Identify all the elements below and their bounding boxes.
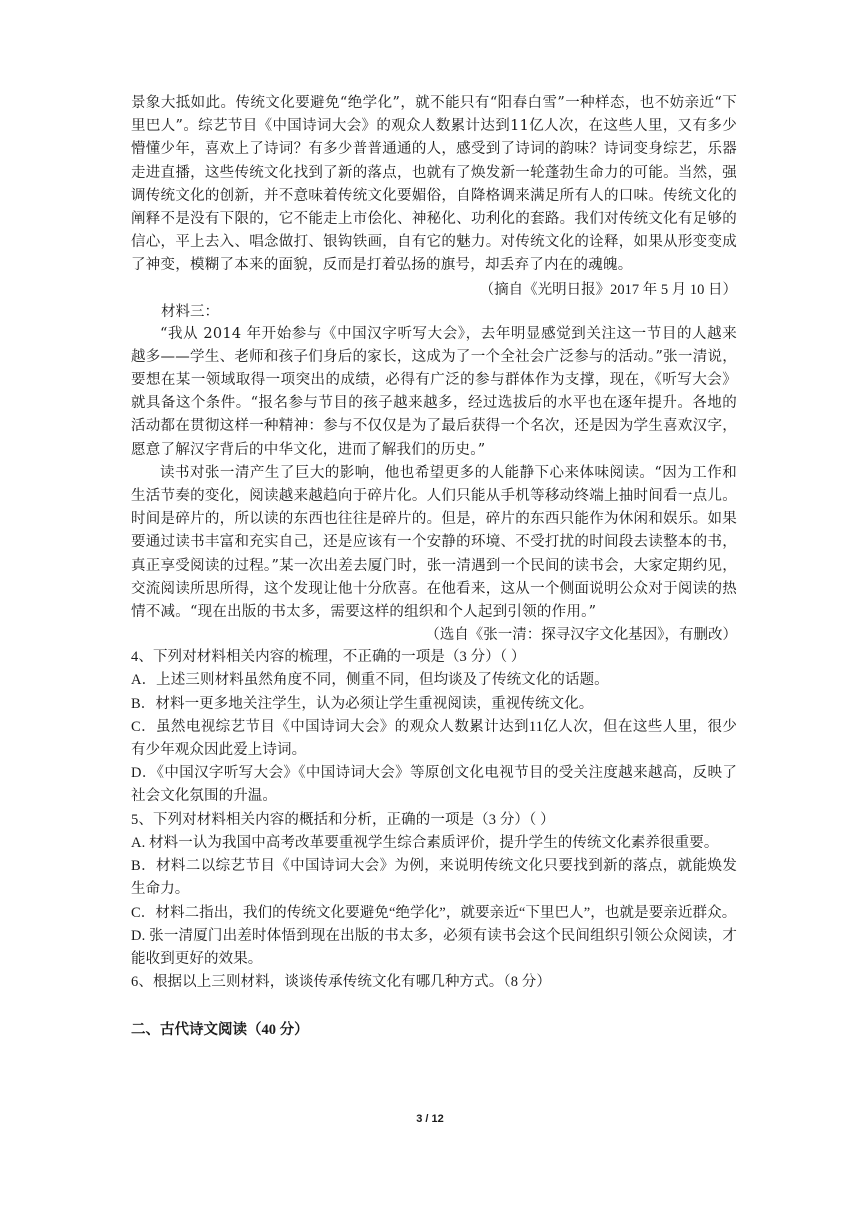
question-5: 5、下列对材料相关内容的概括和分析，正确的一项是（3 分）（ ） <box>131 811 555 828</box>
material3-source: （选自《张一清：探寻汉字文化基因》，有删改） <box>425 627 737 644</box>
material3-paragraph-1: “我从 2014 年开始参与《中国汉字听写大会》，去年明显感觉到关注这一节目的人越来越多——学生、老师和孩子们身后的家长，这成为了一个全社会广泛参与的活动。”张一清说，要想在某一领域取得一项突出的成绩，必得有广泛的参与群体作为支撑，现在，《听写大会》就具备这个条件。“报名参与节目的孩子越来越多，经过选拔后的水平也在逐年提升。各地的活动都在贯彻这样一种精神：参与不仅仅是为了最后获得一个名次，还是因为学生喜欢汉字，愿意了解汉字背后的中华文化，进而了解我们的历史。” <box>131 325 737 458</box>
material3-label: 材料三： <box>161 303 219 320</box>
question-6: 6、根据以上三则材料，谈谈传承传统文化有哪几种方式。（8 分） <box>131 974 551 991</box>
material2-paragraph: 景象大抵如此。传统文化要避免“绝学化”，就不能只有“阳春白雪”一种样态，也不妨亲近“下里巴人”。综艺节目《中国诗词大会》的观众人数累计达到11亿人次，在这些人里，又有多少懵懂少年，喜欢上了诗词？有多少普普通通的人，感受到了诗词的韵味？诗词变身综艺，乐器走进直播，这些传统文化找到了新的落点，也就有了焕发新一轮蓬勃生命力的可能。当然，强调传统文化的创新，并不意味着传统文化要媚俗，自降格调来满足所有人的口味。传统文化的阐释不是没有下限的，它不能走上市侩化、神秘化、功利化的套路。我们对传统文化有足够的信心，平上去入、唱念做打、银钩铁画，自有它的魅力。对传统文化的诠释，如果从形变变成了神变，模糊了本来的面貌，反而是打着弘扬的旗号，却丢弃了内在的魂魄。 <box>131 95 737 274</box>
question-5-option-c: C．材料二指出，我们的传统文化要避免“绝学化”，就要亲近“下里巴人”，也就是要亲近群众。 <box>131 904 737 921</box>
question-5-option-a: A. 材料一认为我国中高考改革要重视学生综合素质评价，提升学生的传统文化素养很重要。 <box>131 834 719 851</box>
page-number: 3 / 12 <box>416 1113 444 1125</box>
question-4: 4、下列对材料相关内容的梳理，不正确的一项是（3 分）（ ） <box>131 649 526 666</box>
question-4-option-a: A．上述三则材料虽然角度不同，侧重不同，但均谈及了传统文化的话题。 <box>131 672 609 689</box>
material3-paragraph-2: 读书对张一清产生了巨大的影响，他也希望更多的人能静下心来体味阅读。“因为工作和生活节奏的变化，阅读越来越趋向于碎片化。人们只能从手机等移动终端上抽时间看一点儿。时间是碎片的，所以读的东西也往往是碎片的。但是，碎片的东西只能作为休闲和娱乐。如果要通过读书丰富和充实自己，还是应该有一个安静的环境、不受打扰的时间段去读整本的书，真正享受阅读的过程。”某一次出差去厦门时，张一清遇到一个民间的读书会，大家定期约见，交流阅读所思所得，这个发现让他十分欣喜。在他看来，这从一个侧面说明公众对于阅读的热情不减。“现在出版的书太多，需要这样的组织和个人起到引领的作用。” <box>131 464 737 621</box>
section-2-title: 二、古代诗文阅读（40 分） <box>131 1022 309 1039</box>
question-4-option-b: B．材料一更多地关注学生，认为必须让学生重视阅读，重视传统文化。 <box>131 695 594 712</box>
question-4-option-c: C．虽然电视综艺节目《中国诗词大会》的观众人数累计达到11亿人次，但在这些人里，很少有少年观众因此爱上诗词。 <box>131 718 737 759</box>
question-5-option-d: D. 张一清厦门出差时体悟到现在出版的书太多，必须有读书会这个民间组织引领公众阅读，才能收到更好的效果。 <box>131 927 737 967</box>
material2-source: （摘自《光明日报》2017 年 5 月 10 日） <box>479 281 737 298</box>
question-4-option-d: D．《中国汉字听写大会》《中国诗词大会》等原创文化电视节目的受关注度越来越高，反映了社会文化氛围的升温。 <box>131 765 737 805</box>
question-5-option-b: B．材料二以综艺节目《中国诗词大会》为例，来说明传统文化只要找到新的落点，就能焕发生命力。 <box>131 858 737 898</box>
